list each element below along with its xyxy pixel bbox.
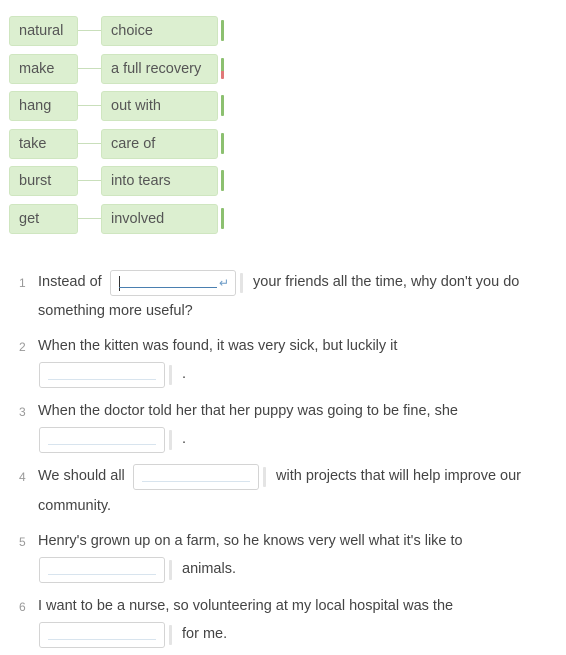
question-text: for me.: [182, 626, 228, 642]
status-marker: [221, 58, 224, 79]
text-cursor: [119, 276, 120, 291]
answer-status-marker: [240, 273, 243, 293]
term-chip[interactable]: make: [9, 54, 78, 84]
question-number: 1: [19, 276, 26, 290]
pair-row: [9, 129, 269, 159]
answer-input[interactable]: [39, 557, 165, 583]
question-text: your friends all the time, why don't you do: [253, 274, 520, 290]
answer-input[interactable]: [39, 362, 165, 388]
match-chip[interactable]: out with: [101, 91, 218, 121]
term-chip[interactable]: hang: [9, 91, 78, 121]
matching-pairs: [9, 16, 269, 241]
answer-status-marker: [169, 625, 172, 645]
question-text: something more useful?: [38, 303, 193, 319]
pair-row: [9, 204, 269, 234]
question-text: We should all: [38, 468, 125, 484]
enter-icon[interactable]: ↵: [218, 276, 229, 290]
question-number: 6: [19, 600, 26, 614]
match-chip[interactable]: care of: [101, 129, 218, 159]
status-marker: [221, 133, 224, 154]
pair-connector: [78, 180, 101, 181]
question-text: with projects that will help improve our: [276, 468, 521, 484]
status-marker: [221, 208, 224, 229]
question-text: Henry's grown up on a farm, so he knows very well what it's like to: [38, 533, 463, 549]
answer-status-marker: [169, 430, 172, 450]
pair-connector: [78, 68, 101, 69]
pair-row: [9, 91, 269, 121]
answer-input[interactable]: [39, 622, 165, 648]
input-underline: [119, 287, 217, 288]
answer-input[interactable]: [133, 464, 259, 490]
question-text: I want to be a nurse, so volunteering at my local hospital was the: [38, 598, 454, 614]
answer-input[interactable]: [39, 427, 165, 453]
question-text: When the doctor told her that her puppy was going to be fine, she: [38, 403, 458, 419]
term-chip[interactable]: get: [9, 204, 78, 234]
question-text: When the kitten was found, it was very sick, but luckily it: [38, 338, 398, 354]
answer-input[interactable]: [110, 270, 236, 296]
match-chip[interactable]: involved: [101, 204, 218, 234]
status-marker: [221, 170, 224, 191]
question-text: .: [182, 431, 187, 447]
match-chip[interactable]: a full recovery: [101, 54, 218, 84]
pair-connector: [78, 30, 101, 31]
pair-connector: [78, 218, 101, 219]
input-underline: [48, 379, 156, 380]
term-chip[interactable]: burst: [9, 166, 78, 196]
question-text: Instead of: [38, 274, 102, 290]
answer-status-marker: [169, 560, 172, 580]
input-underline: [48, 639, 156, 640]
match-chip[interactable]: choice: [101, 16, 218, 46]
question-number: 2: [19, 340, 26, 354]
question-text: .: [182, 366, 187, 382]
question-number: 4: [19, 470, 26, 484]
input-underline: [48, 574, 156, 575]
pair-row: [9, 54, 269, 84]
input-underline: [48, 444, 156, 445]
input-underline: [142, 481, 250, 482]
answer-status-marker: [169, 365, 172, 385]
match-chip[interactable]: into tears: [101, 166, 218, 196]
status-marker: [221, 20, 224, 41]
question-number: 3: [19, 405, 26, 419]
question-text: animals.: [182, 561, 236, 577]
question-number: 5: [19, 535, 26, 549]
pair-row: [9, 16, 269, 46]
question-text: community.: [38, 498, 112, 514]
answer-status-marker: [263, 467, 266, 487]
pair-row: [9, 166, 269, 196]
status-marker: [221, 95, 224, 116]
pair-connector: [78, 143, 101, 144]
pair-connector: [78, 105, 101, 106]
term-chip[interactable]: take: [9, 129, 78, 159]
term-chip[interactable]: natural: [9, 16, 78, 46]
